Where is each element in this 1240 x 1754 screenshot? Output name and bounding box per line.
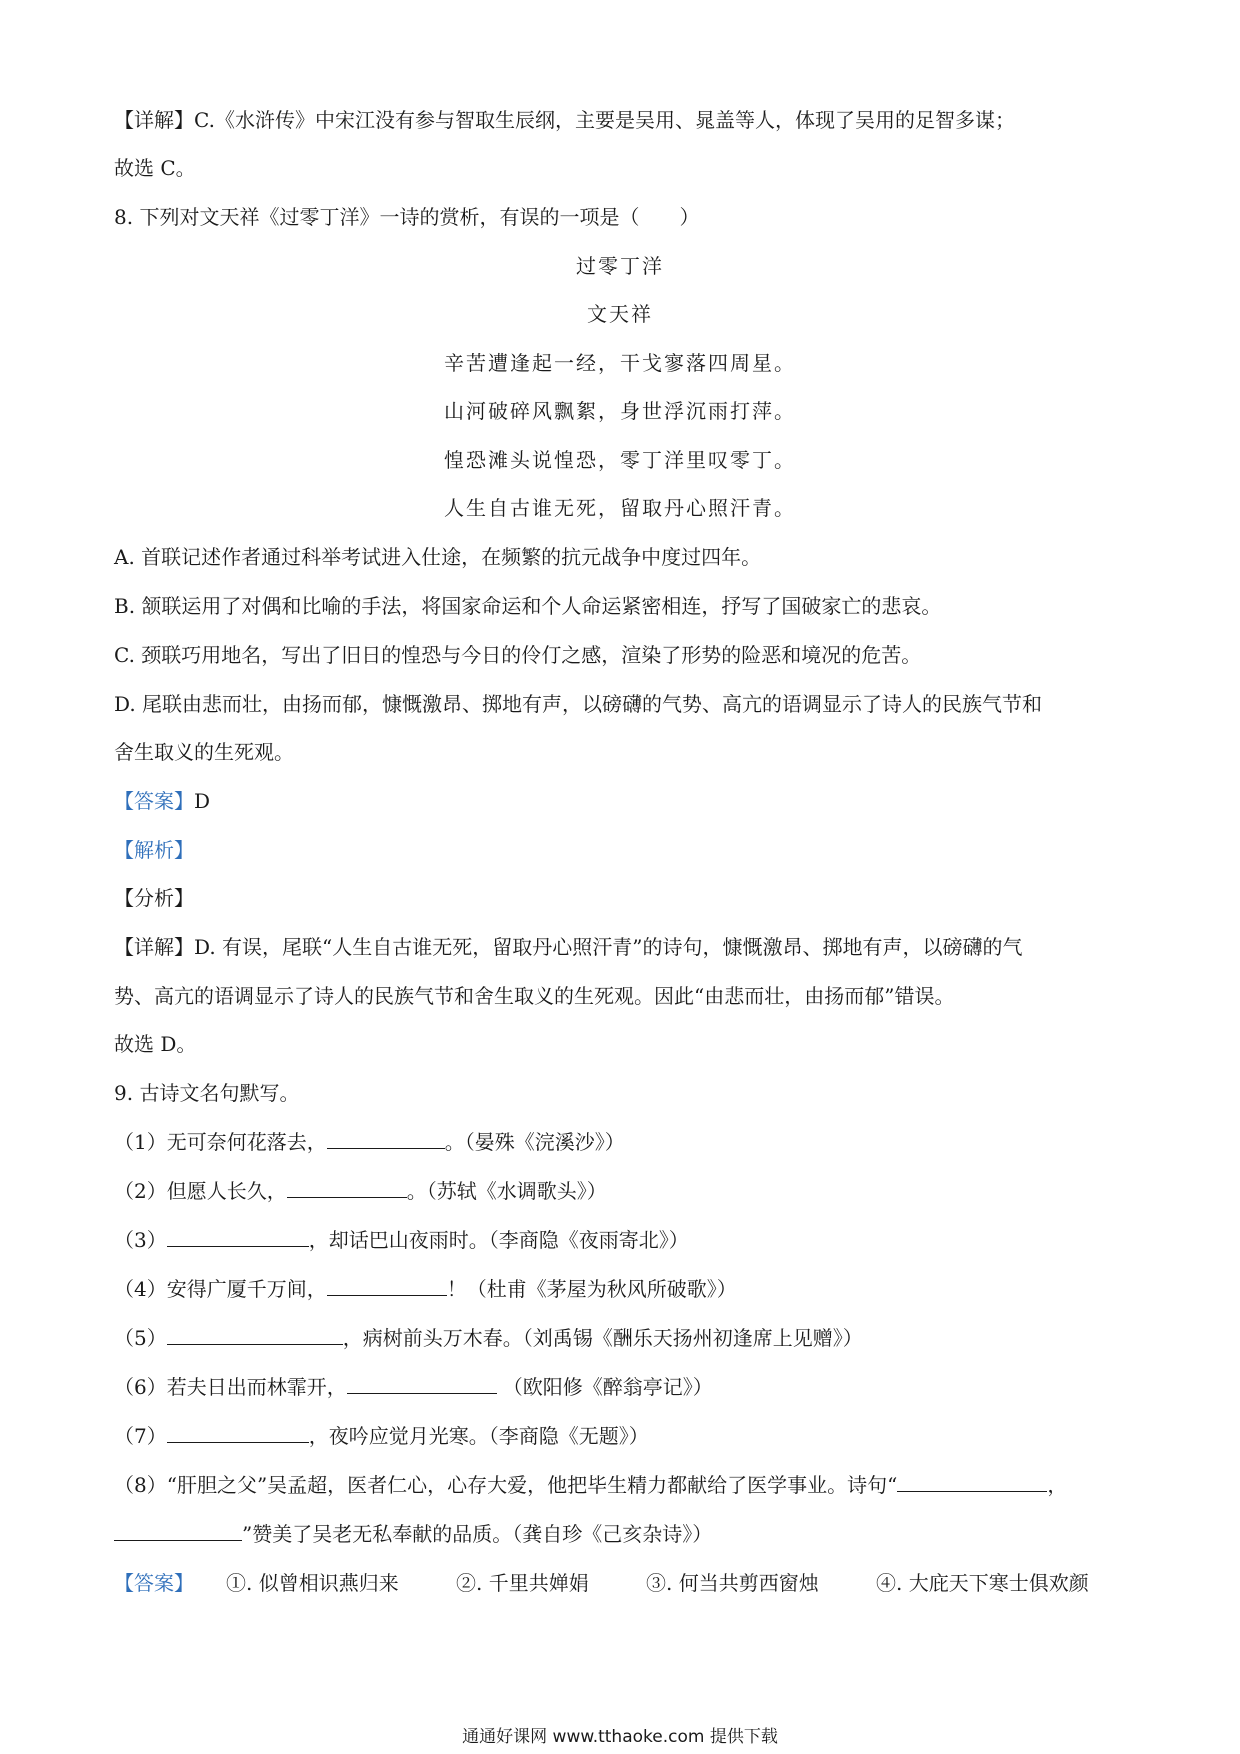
item-text: （6）若夫日出而林霏开， xyxy=(114,1375,347,1399)
item-text: （3） xyxy=(114,1228,167,1252)
fenxi-tag: 【分析】 xyxy=(114,886,194,910)
answer-blank[interactable] xyxy=(167,1226,309,1247)
item-text: （8）“肝胆之父”吴孟超，医者仁心，心存大爱，他把毕生精力都献给了医学事业。诗句“ xyxy=(114,1473,898,1497)
q7-conclusion: 故选 C。 xyxy=(114,156,196,180)
answer-tag: 【答案】 xyxy=(114,1571,194,1595)
fill-item-1 xyxy=(114,1128,625,1156)
option-b: B. 颔联运用了对偶和比喻的手法，将国家命运和个人命运紧密相连，抒写了国破家亡的悲哀。 xyxy=(114,594,942,618)
answer-blank[interactable] xyxy=(327,1128,445,1149)
answer-blank[interactable] xyxy=(167,1324,343,1345)
poem-line: 山河破碎风飘絮，身世浮沉雨打萍。 xyxy=(444,399,796,423)
option-d-cont: 舍生取义的生死观。 xyxy=(114,740,294,764)
item-source: ，却话巴山夜雨时。（李商隐《夜雨寄北》） xyxy=(308,1228,689,1252)
poem-author: 文天祥 xyxy=(587,302,653,326)
detail-tag: 【详解】 xyxy=(114,108,194,132)
fill-item-7 xyxy=(114,1422,649,1450)
item-text: （7） xyxy=(114,1424,167,1448)
answer-item: ①. 似曾相识燕归来 xyxy=(226,1571,399,1595)
page-footer: 通通好课网 www.tthaoke.com 提供下载 xyxy=(462,1727,778,1747)
poem-line: 惶恐滩头说惶恐，零丁洋里叹零丁。 xyxy=(444,448,796,472)
item-source: ”赞美了吴老无私奉献的品质。（龚自珍《己亥杂诗》） xyxy=(242,1522,713,1546)
q9-answer xyxy=(114,1569,1089,1597)
q9-question: 9. 古诗文名句默写。 xyxy=(114,1081,300,1105)
answer-blank[interactable] xyxy=(167,1422,309,1443)
detail-tag: 【详解】 xyxy=(114,935,194,959)
q8-answer xyxy=(114,787,210,815)
answer-blank[interactable] xyxy=(897,1471,1047,1492)
fill-item-2 xyxy=(114,1177,607,1205)
detail-text: C.《水浒传》中宋江没有参与智取生辰纲，主要是吴用、晁盖等人，体现了吴用的足智多谋； xyxy=(194,108,1015,132)
answer-item: ④. 大庇天下寒士俱欢颜 xyxy=(876,1571,1089,1595)
answer-item: ③. 何当共剪西窗烛 xyxy=(646,1571,819,1595)
item-source: ，夜吟应觉月光寒。（李商隐《无题》） xyxy=(308,1424,649,1448)
option-d: D. 尾联由悲而壮，由扬而郁，慷慨激昂、掷地有声，以磅礴的气势、高亢的语调显示了诗人的民族气节和 xyxy=(114,692,1043,716)
answer-item: ②. 千里共婵娟 xyxy=(456,1571,589,1595)
item-text: ， xyxy=(1047,1473,1068,1497)
item-text: （1）无可奈何花落去， xyxy=(114,1130,327,1154)
q8-conclusion: 故选 D。 xyxy=(114,1032,197,1056)
fill-item-5 xyxy=(114,1324,863,1352)
answer-blank[interactable] xyxy=(114,1520,242,1541)
answer-value: D xyxy=(194,789,211,813)
answer-tag: 【答案】 xyxy=(114,789,194,813)
answer-blank[interactable] xyxy=(347,1373,497,1394)
fill-item-6 xyxy=(114,1373,713,1401)
q8-detail-cont: 势、高亢的语调显示了诗人的民族气节和舍生取义的生死观。因此“由悲而壮，由扬而郁”错误。 xyxy=(114,984,955,1008)
item-source: 。（苏轼《水调歌头》） xyxy=(406,1179,607,1203)
option-c: C. 颈联巧用地名，写出了旧日的惶恐与今日的伶仃之感，渲染了形势的险恶和境况的危苦。 xyxy=(114,643,922,667)
item-source: ，病树前头万木春。（刘禹锡《酬乐天扬州初逢席上见赠》） xyxy=(342,1326,863,1350)
answer-blank[interactable] xyxy=(287,1177,407,1198)
analysis-tag: 【解析】 xyxy=(114,838,194,862)
poem-line: 辛苦遭逢起一经，干戈寥落四周星。 xyxy=(444,351,796,375)
fill-item-3 xyxy=(114,1226,689,1254)
fill-item-4 xyxy=(114,1275,737,1303)
answer-blank[interactable] xyxy=(327,1275,447,1296)
fill-item-8 xyxy=(114,1471,1067,1499)
fill-item-8-cont xyxy=(114,1520,712,1548)
item-text: （4）安得广厦千万间， xyxy=(114,1277,327,1301)
poem-line: 人生自古谁无死，留取丹心照汗青。 xyxy=(444,496,796,520)
q8-question: 8. 下列对文天祥《过零丁洋》一诗的赏析，有误的一项是（ ） xyxy=(114,205,700,229)
item-source: 。（晏殊《浣溪沙》） xyxy=(444,1130,625,1154)
item-source: ！（杜甫《茅屋为秋风所破歌》） xyxy=(446,1277,737,1301)
q8-detail-line xyxy=(114,933,1023,961)
item-source: （欧阳修《醉翁亭记》） xyxy=(502,1375,713,1399)
item-text: （2）但愿人长久， xyxy=(114,1179,287,1203)
item-text: （5） xyxy=(114,1326,167,1350)
detail-text: D. 有误，尾联“人生自古谁无死，留取丹心照汗青”的诗句，慷慨激昂、掷地有声，以磅礴的气 xyxy=(194,935,1023,959)
option-a: A. 首联记述作者通过科举考试进入仕途，在频繁的抗元战争中度过四年。 xyxy=(114,545,762,569)
poem-title: 过零丁洋 xyxy=(576,254,664,278)
q7-detail-line xyxy=(114,106,1015,134)
